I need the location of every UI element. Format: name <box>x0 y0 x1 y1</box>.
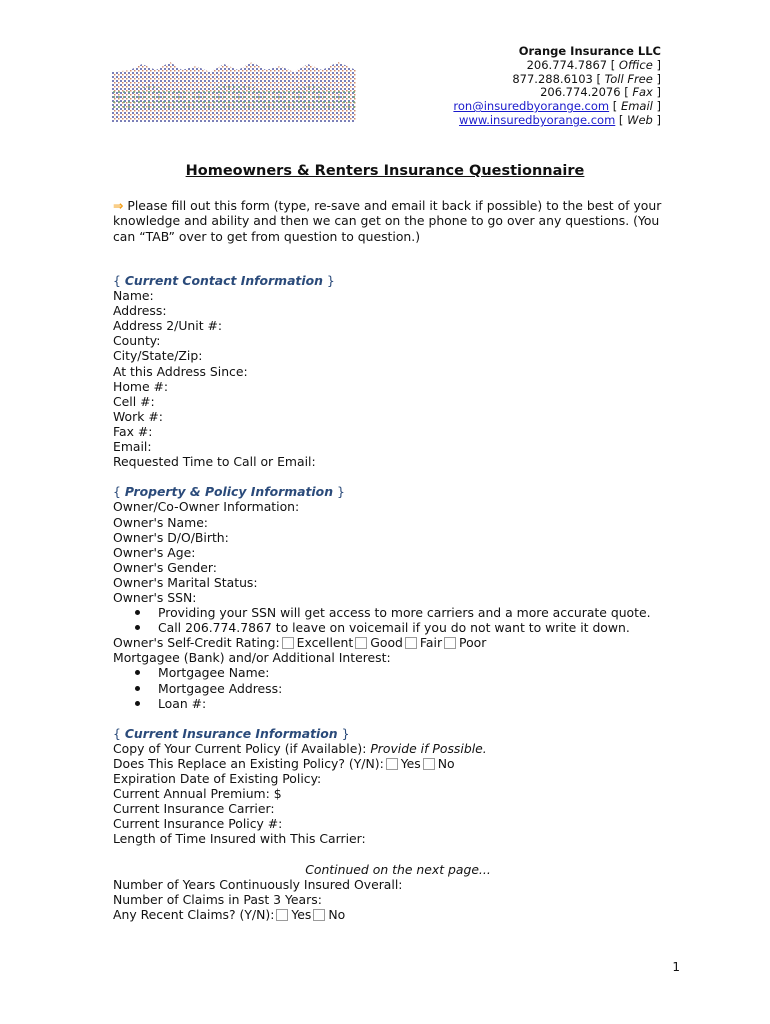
office-phone-line: 206.774.7867 [ Office ] <box>526 57 661 72</box>
checkbox-excellent[interactable] <box>282 637 294 649</box>
replace-policy-label: Does This Replace an Existing Policy? (Y/N): <box>113 756 384 771</box>
checkbox-claims-no[interactable] <box>313 909 325 921</box>
checkbox-fair[interactable] <box>405 637 417 649</box>
field-county[interactable]: County: <box>113 333 161 349</box>
field-mortgagee-address[interactable]: Mortgagee Address: <box>113 681 683 696</box>
field-address-since[interactable]: At this Address Since: <box>113 363 248 379</box>
field-city-state-zip[interactable]: City/State/Zip: <box>113 348 203 364</box>
tollfree-phone-line: 877.288.6103 [ Toll Free ] <box>512 71 661 86</box>
checkbox-poor[interactable] <box>444 637 456 649</box>
credit-rating-row <box>113 635 683 650</box>
option-excellent: Excellent <box>296 635 354 651</box>
option-fair: Fair <box>419 635 443 651</box>
field-co-owner-info[interactable]: Owner/Co-Owner Information: <box>113 499 300 515</box>
web-label: Web <box>627 112 653 127</box>
field-years-insured[interactable]: Number of Years Continuously Insured Overall: <box>113 876 403 892</box>
field-owner-gender[interactable]: Owner's Gender: <box>113 559 217 575</box>
contact-section-heading: { Current Contact Information } <box>113 273 335 288</box>
recent-claims-row <box>113 907 683 922</box>
email-line: ron@insuredbyorange.com [ Email ] <box>453 99 661 114</box>
spacer <box>113 711 683 726</box>
option-good: Good <box>370 635 403 651</box>
field-loan-number[interactable]: Loan #: <box>113 696 683 711</box>
checkbox-good[interactable] <box>355 637 367 649</box>
email-link[interactable]: ron@insuredbyorange.com <box>453 99 610 114</box>
replace-policy-row <box>113 756 683 771</box>
policy-copy-label: Copy of Your Current Policy (if Available): <box>113 740 367 756</box>
field-name[interactable]: Name: <box>113 288 154 304</box>
field-policy-copy[interactable] <box>113 741 683 756</box>
replace-yes-label: Yes <box>400 756 421 771</box>
field-mortgagee[interactable]: Mortgagee (Bank) and/or Additional Interest: <box>113 650 391 666</box>
fax-line: 206.774.2076 [ Fax ] <box>540 85 661 100</box>
field-home-phone[interactable]: Home #: <box>113 378 169 394</box>
ssn-note-carriers: Providing your SSN will get access to more carriers and a more accurate quote. <box>113 605 683 620</box>
field-fax[interactable]: Fax #: <box>113 423 153 439</box>
field-address-2[interactable]: Address 2/Unit #: <box>113 318 223 334</box>
web-link[interactable]: www.insuredbyorange.com <box>459 112 616 127</box>
intro-text: Please fill out this form (type, re-save and email it back if possible) to the best of your knowledge and ability and then we can get on the phone to go over any questions. (You can “TAB” over to get from question to question.) <box>113 198 662 244</box>
field-time-insured[interactable]: Length of Time Insured with This Carrier: <box>113 831 366 847</box>
office-label: Office <box>618 57 653 72</box>
intro-paragraph <box>113 198 683 244</box>
policy-copy-hint: Provide if Possible. <box>370 740 487 756</box>
recent-claims-label: Any Recent Claims? (Y/N): <box>113 906 275 922</box>
field-owner-name[interactable]: Owner's Name: <box>113 514 208 530</box>
company-contact-block <box>453 45 661 128</box>
option-poor: Poor <box>459 635 487 651</box>
questionnaire-body <box>113 273 683 922</box>
property-section-heading: { Property & Policy Information } <box>113 484 345 500</box>
tollfree-phone: 877.288.6103 <box>512 71 593 86</box>
company-logo <box>112 60 356 122</box>
field-owner-dob[interactable]: Owner's D/O/Birth: <box>113 529 229 545</box>
tollfree-label: Toll Free <box>604 71 653 86</box>
field-email[interactable]: Email: <box>113 439 152 455</box>
fax-label: Fax <box>632 85 653 100</box>
field-annual-premium[interactable]: Current Annual Premium: $ <box>113 786 282 802</box>
replace-no-label: No <box>437 756 455 771</box>
spacer <box>113 469 683 484</box>
field-owner-age[interactable]: Owner's Age: <box>113 544 196 560</box>
document-title: Homeowners & Renters Insurance Questionnaire <box>185 163 585 179</box>
credit-rating-label: Owner's Self-Credit Rating: <box>113 635 280 651</box>
claims-yes-label: Yes <box>291 906 312 922</box>
field-expiration-date[interactable]: Expiration Date of Existing Policy: <box>113 771 322 787</box>
page-number: 1 <box>672 960 680 974</box>
field-work-phone[interactable]: Work #: <box>113 408 163 424</box>
email-label: Email <box>620 99 653 114</box>
field-time-to-call[interactable]: Requested Time to Call or Email: <box>113 454 316 470</box>
office-phone: 206.774.7867 <box>526 57 608 72</box>
right-arrow-icon: ⇒ <box>113 198 124 213</box>
web-line: www.insuredbyorange.com [ Web ] <box>459 112 661 127</box>
field-number-of-claims[interactable]: Number of Claims in Past 3 Years: <box>113 891 322 907</box>
field-insurance-carrier[interactable]: Current Insurance Carrier: <box>113 801 275 817</box>
insurance-section-heading: { Current Insurance Information } <box>113 725 350 741</box>
company-name: Orange Insurance LLC <box>518 44 661 58</box>
field-policy-number[interactable]: Current Insurance Policy #: <box>113 816 283 832</box>
field-owner-ssn[interactable]: Owner's SSN: <box>113 589 197 605</box>
continued-note: Continued on the next page... <box>305 861 491 877</box>
spacer <box>113 847 683 862</box>
ssn-note-voicemail: Call 206.774.7867 to leave on voicemail if you do not want to write it down. <box>113 620 683 635</box>
field-owner-marital-status[interactable]: Owner's Marital Status: <box>113 574 258 590</box>
fax-number: 206.774.2076 <box>540 85 621 100</box>
field-cell-phone[interactable]: Cell #: <box>113 393 155 409</box>
claims-no-label: No <box>328 906 346 922</box>
field-address[interactable]: Address: <box>113 303 167 319</box>
checkbox-replace-yes[interactable] <box>386 758 398 770</box>
checkbox-replace-no[interactable] <box>423 758 435 770</box>
field-mortgagee-name[interactable]: Mortgagee Name: <box>113 665 683 680</box>
checkbox-claims-yes[interactable] <box>276 909 288 921</box>
